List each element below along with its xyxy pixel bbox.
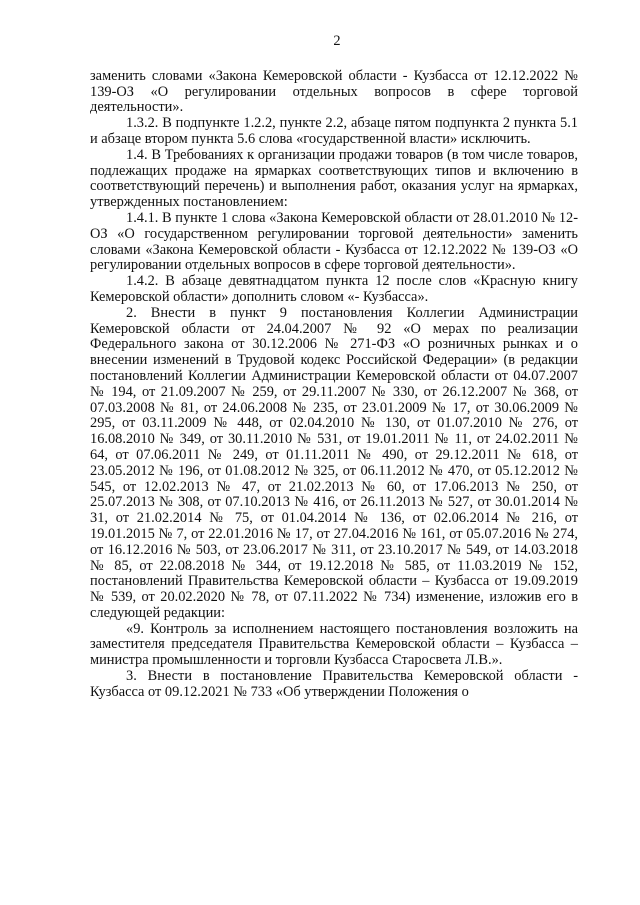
paragraph-2: 2. Внести в пункт 9 постановления Коллегии Администрации Кемеровской области от 24.04.2007 № 92 «О мерах по реализации Федерального закона от 30.12.2006 № 271-ФЗ «О розничных рынках и о внесении изменений в Трудовой кодекс Российской Федерации» (в редакции постановлений Коллегии Администрации Кемеровской области от 04.07.2007 № 194, от 21.09.2007 № 259, от 29.11.2007 № 330, от 26.12.2007 № 368, от 07.03.2008 № 81, от 24.06.2008 № 235, от 23.01.2009 № 17, от 30.06.2009 № 295, от 03.11.2009 № 448, от 02.04.2010 № 130, от 01.07.2010 № 276, от 16.08.2010 № 349, от 30.11.2010 № 531, от 19.01.2011 № 11, от 24.02.2011 № 64, от 07.06.2011 № 249, от 01.11.2011 № 490, от 29.12.2011 № 618, от 23.05.2012 № 196, от 01.08.2012 № 325, от 06.11.2012 № 470, от 05.12.2012 № 545, от 12.02.2013 № 47, от 21.02.2013 № 60, от 17.06.2013 № 250, от 25.07.2013 № 308, от 07.10.2013 № 416, от 26.11.2013 № 527, от 30.01.2014 № 31, от 21.02.2014 № 75, от 01.04.2014 № 136, от 02.06.2014 № 216, от 19.01.2015 № 7, от 22.01.2016 № 17, от 27.04.2016 № 161, от 05.07.2016 № 274, от 16.12.2016 № 503, от 23.06.2017 № 311, от 23.10.2017 № 549, от 14.03.2018 № 85, от 22.08.2018 № 344, от 19.12.2018 № 585, от 11.03.2019 № 152, постановлений Правительства Кемеровской области – Кузбасса от 19.09.2019 № 539, от 20.02.2020 № 78, от 07.11.2022 № 734) изменение, изложив его в следующей редакции: (90, 304, 578, 621)
document-page (90, 34, 578, 701)
paragraph-1-4-1: 1.4.1. В пункте 1 слова «Закона Кемеровской области от 28.01.2010 № 12-ОЗ «О государственном регулировании торговой деятельности» заменить словами «Закона Кемеровской области - Кузбасса от 12.12.2022 № 139-ОЗ «О регулировании отдельных вопросов в сфере торговой деятельности». (90, 209, 578, 274)
paragraph-1-4-2: 1.4.2. В абзаце девятнадцатом пункта 12 после слов «Красную книгу Кемеровской области» дополнить словом «- Кузбасса». (90, 273, 578, 305)
paragraph-continuation: заменить словами «Закона Кемеровской области - Кузбасса от 12.12.2022 № 139-ОЗ «О регулировании отдельных вопросов в сфере торговой деятельности». (90, 67, 578, 116)
paragraph-3: 3. Внести в постановление Правительства Кемеровской области - Кузбасса от 09.12.2021 № 733 «Об утверждении Положения о (90, 668, 578, 700)
page-number: 2 (333, 33, 341, 49)
paragraph-quoted-9: «9. Контроль за исполнением настоящего постановления возложить на заместителя председателя Правительства Кемеровской области – Кузбасса – министра промышленности и торговли Кузбасса Старосвета Л.В.». (90, 620, 578, 669)
paragraph-1-3-2: 1.3.2. В подпункте 1.2.2, пункте 2.2, абзаце пятом подпункта 2 пункта 5.1 и абзаце втором пункта 5.6 слова «государственной власти» исключить. (90, 115, 578, 147)
paragraph-1-4: 1.4. В Требованиях к организации продажи товаров (в том числе товаров, подлежащих продаже на ярмарках соответствующих типов и включению в соответствующий перечень) и выполнения работ, оказания услуг на ярмарках, утвержденных постановлением: (90, 146, 578, 211)
